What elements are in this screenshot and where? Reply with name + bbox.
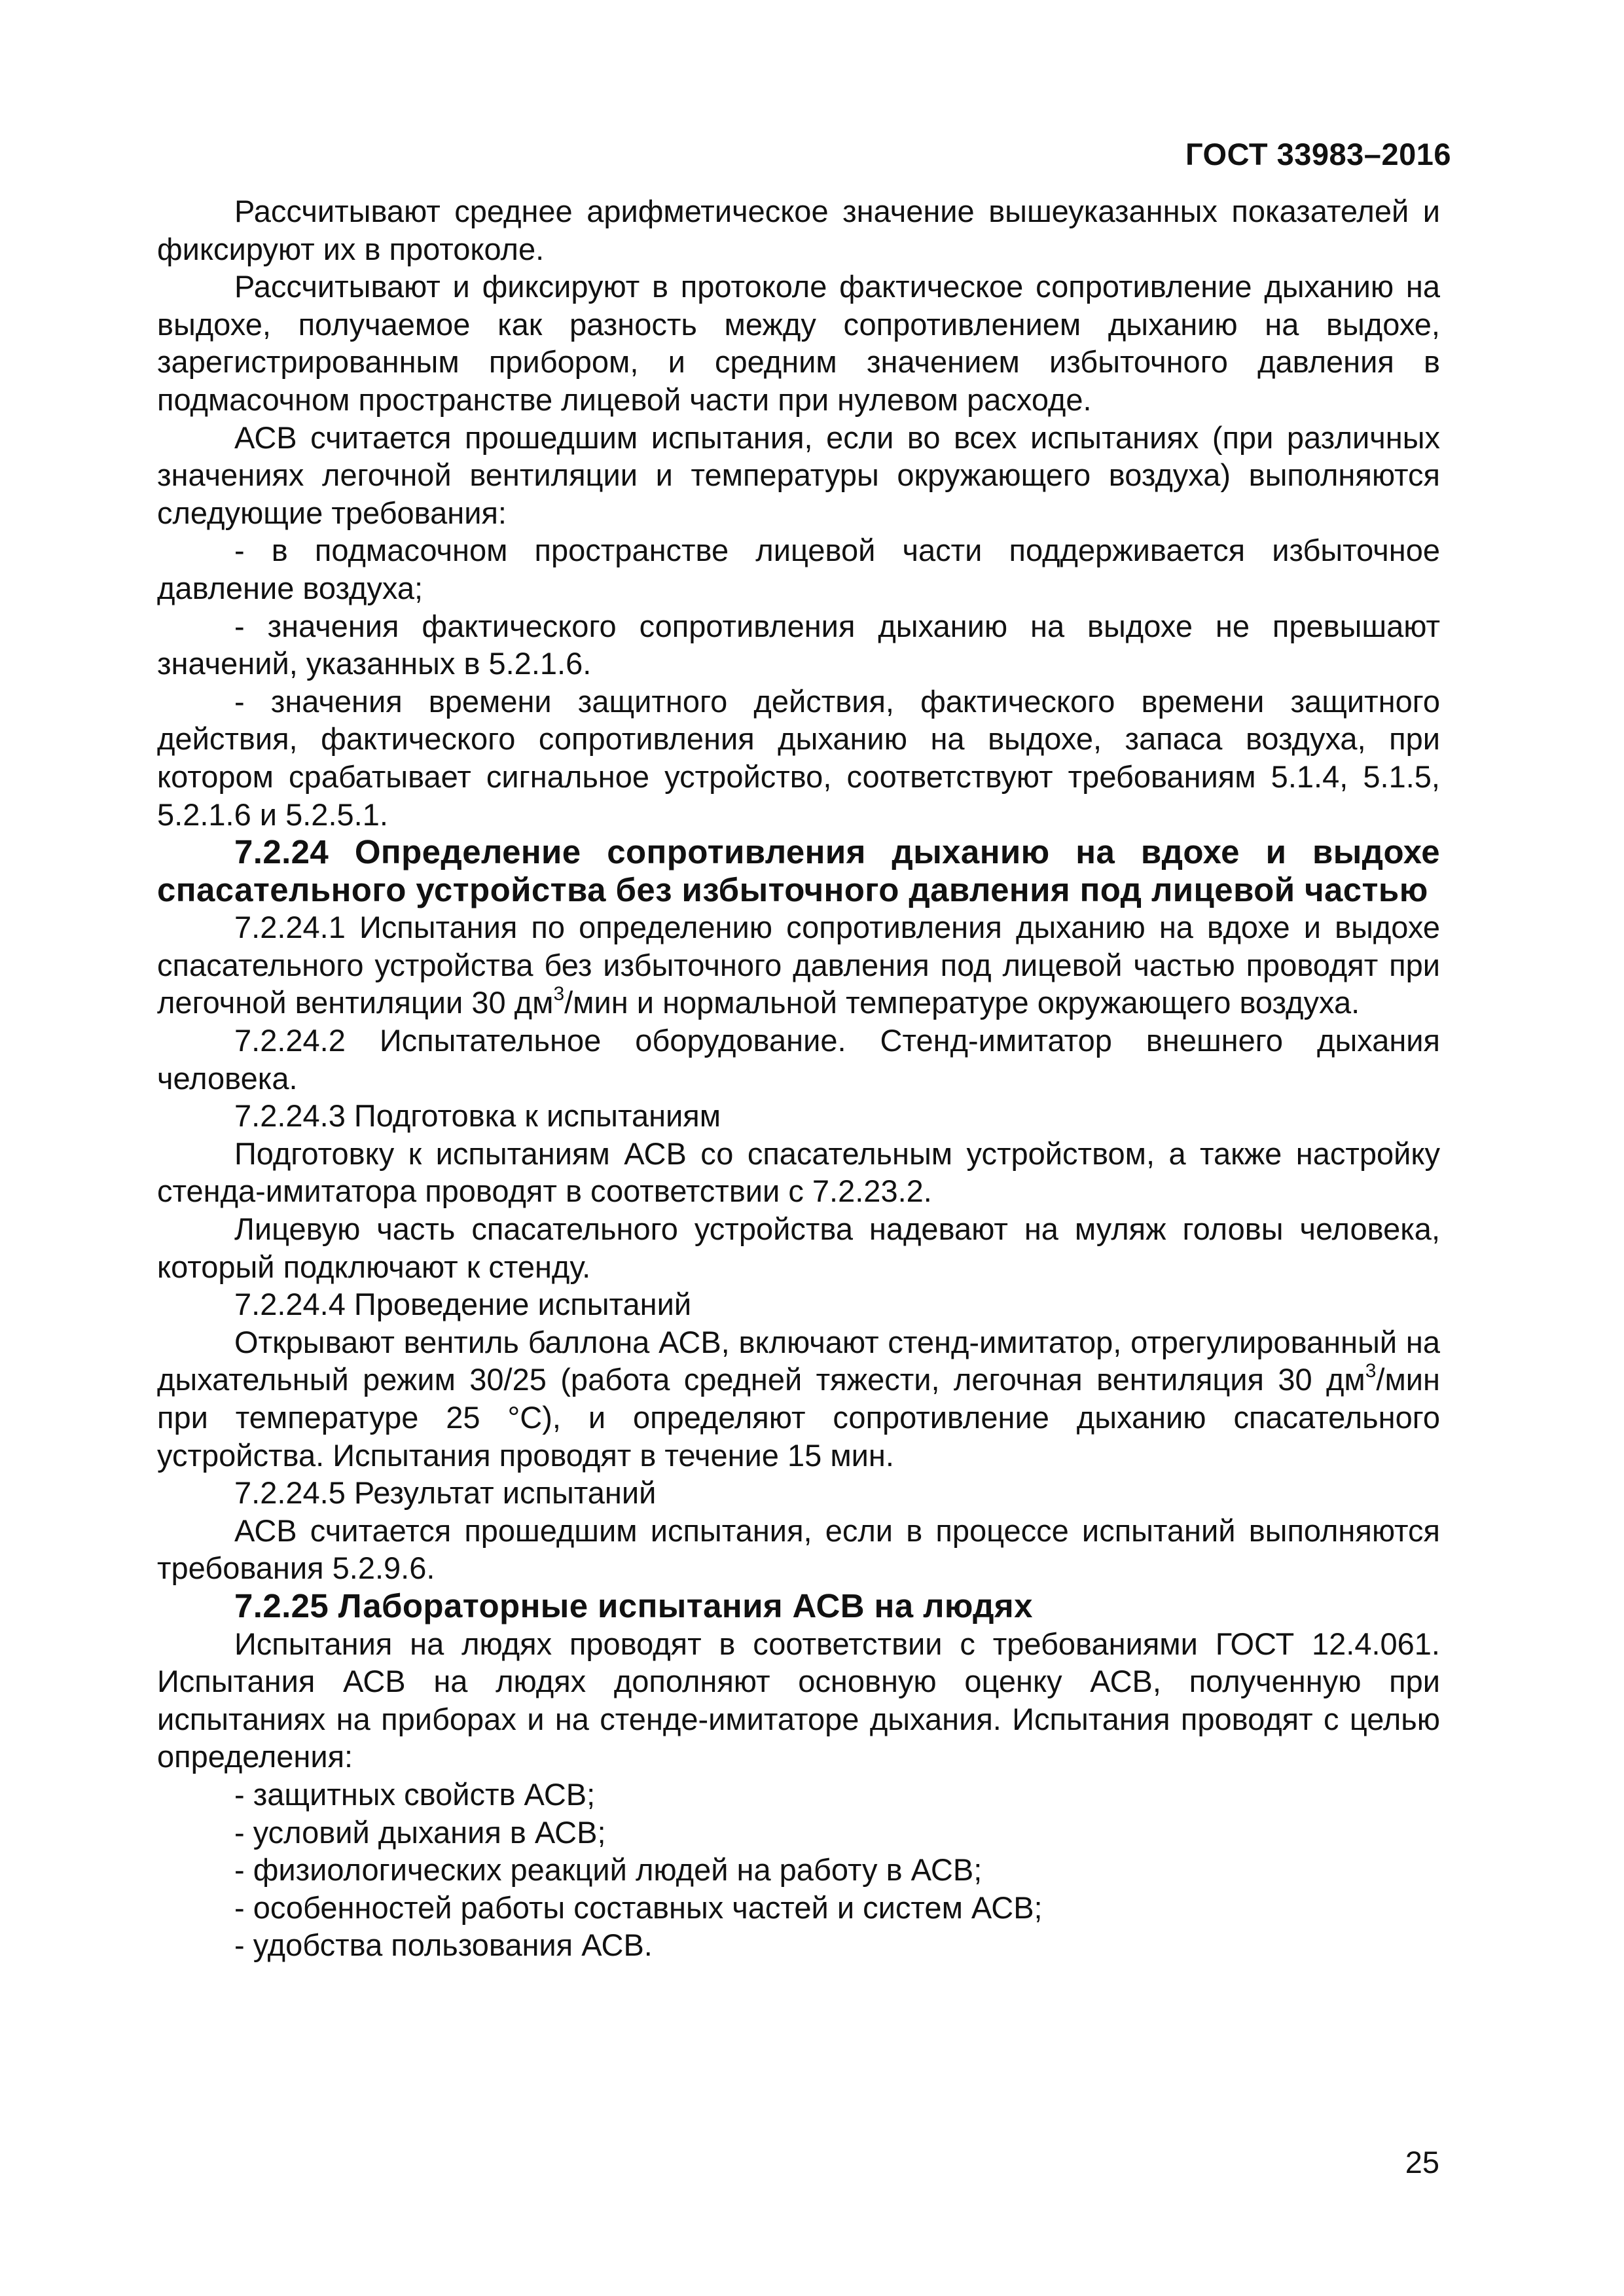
list-item: - особенностей работы составных частей и систем АСВ; bbox=[234, 1890, 1043, 1925]
list-item: - условий дыхания в АСВ; bbox=[234, 1814, 606, 1850]
requirement-item-overpressure: - в подмасочном пространстве лицевой части поддерживается избыточное давление воздуха; bbox=[157, 533, 1440, 605]
paragraph-test-procedure-text: Открывают вентиль баллона АСВ, включают стенд-имитатор, отрегулированный на дыхательный режим 30/25 (работа средней тяжести, легочная вентиляция 30 дм bbox=[157, 1324, 1440, 1397]
paragraph-human-testing: Испытания на людях проводят в соответствии с требованиями ГОСТ 12.4.061. Испытания АСВ на людях дополняют основную оценку АСВ, полученную при испытаниях на приборах и на стенде-имитаторе дыхания. Испытания проводят с целью определения: bbox=[157, 1626, 1440, 1774]
subheading-7-2-24-3: 7.2.24.3 Подготовка к испытаниям bbox=[234, 1098, 721, 1134]
paragraph-7-2-24-1-text-end: /мин и нормальной температуре окружающего воздуха. bbox=[564, 985, 1360, 1020]
paragraph-test-preparation: Подготовку к испытаниям АСВ со спасательным устройством, а также настройку стенда-имитатора проводят в соответствии с 7.2.23.2. bbox=[157, 1136, 1440, 1209]
paragraph-face-part-mounting: Лицевую часть спасательного устройства надевают на муляж головы человека, который подключают к стенду. bbox=[157, 1211, 1440, 1284]
superscript-cubed: 3 bbox=[1365, 1359, 1377, 1382]
paragraph-7-2-24-2: 7.2.24.2 Испытательное оборудование. Стенд-имитатор внешнего дыхания человека. bbox=[157, 1023, 1440, 1096]
subheading-7-2-24-4: 7.2.24.4 Проведение испытаний bbox=[234, 1287, 692, 1322]
section-heading-7-2-24: 7.2.24 Определение сопротивления дыханию на вдохе и выдохе спасательного устройства без избыточного давления под лицевой частью bbox=[157, 833, 1440, 908]
subheading-7-2-24-5: 7.2.24.5 Результат испытаний bbox=[234, 1475, 657, 1511]
list-item: - удобства пользования АСВ. bbox=[234, 1928, 653, 1963]
paragraph-test-procedure-text-end: /мин при температуре 25 °С), и определяют сопротивление дыханию спасательного устройства. Испытания проводят в течение 15 мин. bbox=[157, 1362, 1440, 1473]
paragraph-average-calculation: Рассчитывают среднее арифметическое значение вышеуказанных показателей и фиксируют их в протоколе. bbox=[157, 194, 1440, 266]
superscript-cubed: 3 bbox=[553, 982, 565, 1005]
paragraph-7-2-24-1 bbox=[157, 908, 1440, 1022]
requirement-item-protection-time: - значения времени защитного действия, фактического времени защитного действия, фактического сопротивления дыханию на выдохе, запаса воздуха, при котором срабатывает сигнальное устройство, соответствуют требованиям 5.1.4, 5.1.5, 5.2.1.6 и 5.2.5.1. bbox=[157, 683, 1440, 832]
paragraph-test-result: АСВ считается прошедшим испытания, если в процессе испытаний выполняются требования 5.2.9.6. bbox=[157, 1513, 1440, 1586]
document-header-standard-number: ГОСТ 33983–2016 bbox=[1185, 137, 1451, 171]
paragraph-pass-criteria: АСВ считается прошедшим испытания, если во всех испытаниях (при различных значениях легочной вентиляции и температуры окружающего воздуха) выполняются следующие требования: bbox=[157, 420, 1440, 530]
document-body bbox=[157, 192, 1440, 1964]
list-item: - защитных свойств АСВ; bbox=[234, 1776, 596, 1812]
page-number: 25 bbox=[1405, 2145, 1439, 2179]
requirement-item-resistance: - значения фактического сопротивления дыханию на выдохе не превышают значений, указанных в 5.2.1.6. bbox=[157, 608, 1440, 681]
paragraph-7-2-24-1-text: 7.2.24.1 Испытания по определению сопротивления дыханию на вдохе и выдохе спасательного устройства без избыточного давления под лицевой частью проводят при легочной вентиляции 30 дм bbox=[157, 910, 1440, 1020]
section-heading-7-2-25: 7.2.25 Лабораторные испытания АСВ на людях bbox=[234, 1587, 1033, 1624]
paragraph-actual-resistance: Рассчитывают и фиксируют в протоколе фактическое сопротивление дыханию на выдохе, получаемое как разность между сопротивлением дыханию на выдохе, зарегистрированным прибором, и средним значением избыточного давления в подмасочном пространстве лицевой части при нулевом расходе. bbox=[157, 269, 1440, 417]
list-item: - физиологических реакций людей на работу в АСВ; bbox=[234, 1852, 983, 1888]
paragraph-test-procedure bbox=[157, 1323, 1440, 1474]
